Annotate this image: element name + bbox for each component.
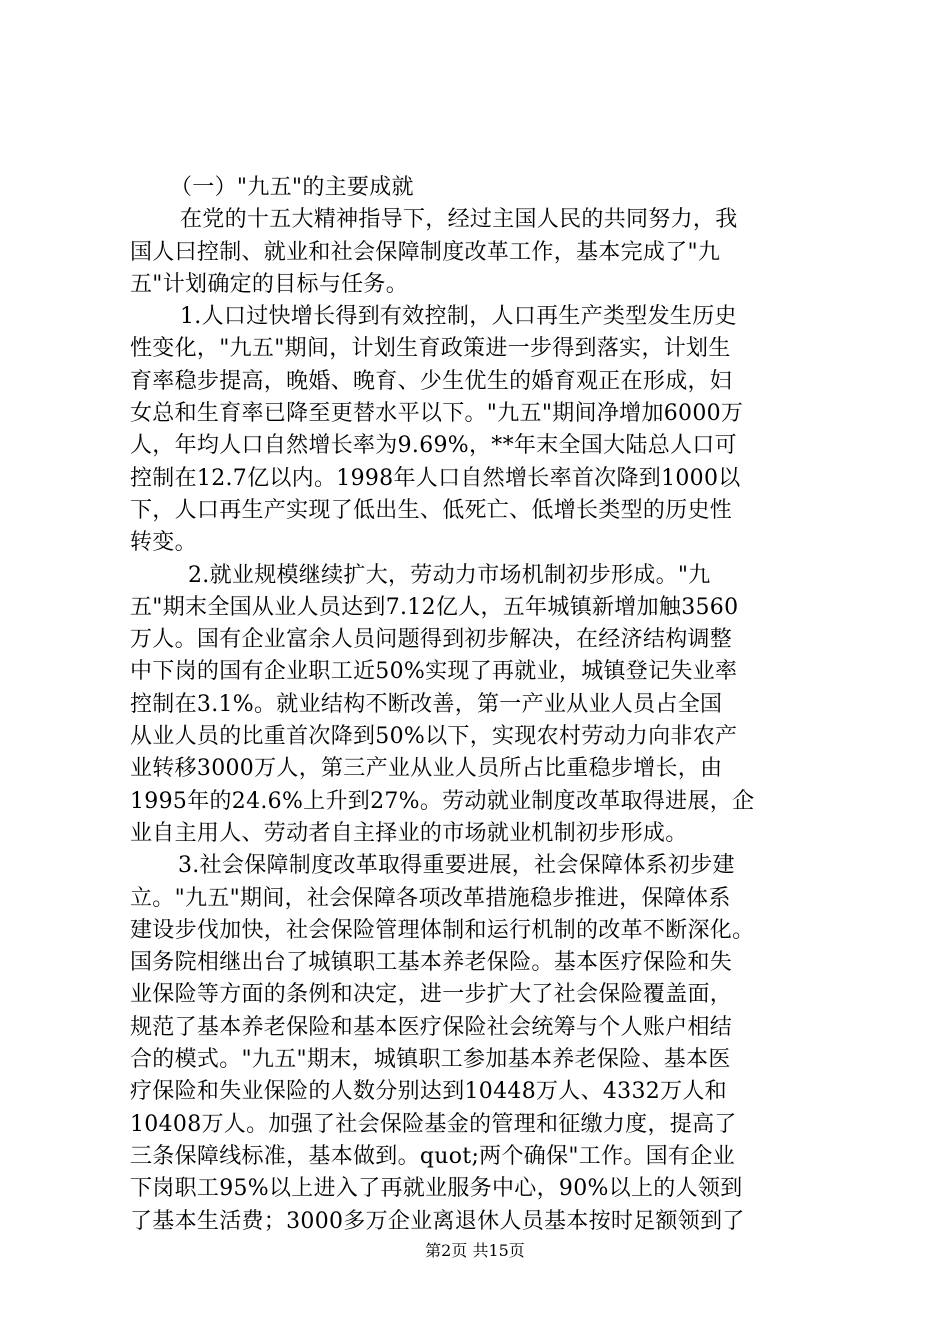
text-line: 在党的十五大精神指导下，经过主国人民的共同努力，我 [180,207,738,233]
text-line: 疗保险和失业保险的人数分别达到10448万人、4332万人和 [130,1079,727,1105]
text-line: 下，人口再生产实现了低出生、低死亡、低增长类型的历史性 [130,497,733,523]
text-line: 五"计划确定的目标与任务。 [130,271,409,297]
text-line: 转变。 [130,530,197,556]
text-line: 了基本生活费；3000多万企业离退休人员基本按时足额领到了 [130,1208,745,1234]
text-line: 3.社会保障制度改革取得重要进展，社会保障体系初步建 [178,853,735,879]
text-line: 女总和生育率已降至更替水平以下。"九五"期间净增加6000万 [130,401,744,427]
text-line: 国人曰控制、就业和社会保障制度改革工作，基本完成了"九 [130,239,721,265]
text-line: 国务院相继出台了城镇职工基本养老保险。基本医疗保险和失 [130,950,733,976]
text-line: 人，年均人口自然增长率为9.69%，**年末全国大陆总人口可 [130,433,737,459]
text-line: 中下岗的国有企业职工近50%实现了再就业，城镇登记失业率 [130,659,738,685]
text-line: 立。"九五"期间，社会保障各项改革措施稳步推进，保障体系 [130,885,731,911]
text-line: 业保险等方面的条例和决定，进一步扩大了社会保险覆盖面， [130,982,733,1008]
text-line: 1.人口过快增长得到有效控制，人口再生产类型发生历史 [180,304,737,330]
text-line: 合的模式。"九五"期末，城镇职工参加基本养老保险、基本医 [130,1047,731,1073]
text-line: 控制在3.1%。就业结构不断改善，第一产业从业人员占全国 [130,691,723,717]
text-line: 2.就业规模继续扩大，劳动力市场机制初步形成。"九 [188,562,711,588]
text-line: 建设步伐加快，社会保险管理体制和运行机制的改革不断深化。 [130,917,755,943]
text-line: 万人。国有企业富余人员问题得到初步解决，在经济结构调整 [130,627,733,653]
text-line: 10408万人。加强了社会保险基金的管理和征缴力度，提高了 [130,1111,737,1137]
text-line: （一）"九五"的主要成就 [170,175,414,200]
text-line: 育率稳步提高，晚婚、晚育、少生优生的婚育观正在形成，妇 [130,368,733,394]
text-line: 下岗职工95%以上进入了再就业服务中心，90%以上的人领到 [130,1176,743,1202]
text-line: 业转移3000万人，第三产业从业人员所占比重稳步增长，由 [130,756,723,782]
text-line: 1995年的24.6%上升到27%。劳动就业制度改革取得进展，企 [130,788,755,814]
text-line: 规范了基本养老保险和基本医疗保险社会统筹与个人账户相结 [130,1014,733,1040]
document-body [130,172,830,1238]
text-line: 五"期末全国从业人员达到7.12亿人，五年城镇新增加触3560 [130,594,739,620]
text-line: 三条保障线标准，基本做到。quot;两个确保"工作。国有企业 [130,1143,735,1169]
text-line: 业自主用人、劳动者自主择业的市场就业机制初步形成。 [130,820,688,846]
text-line: 控制在12.7亿以内。1998年人口自然增长率首次降到1000以 [130,465,741,491]
page-footer: 第2页 共15页 [425,1241,525,1260]
text-line: 从业人员的比重首次降到50%以下，实现农村劳动力向非农产 [130,724,738,750]
text-line: 性变化，"九五"期间，计划生育政策进一步得到落实，计划生 [130,336,731,362]
